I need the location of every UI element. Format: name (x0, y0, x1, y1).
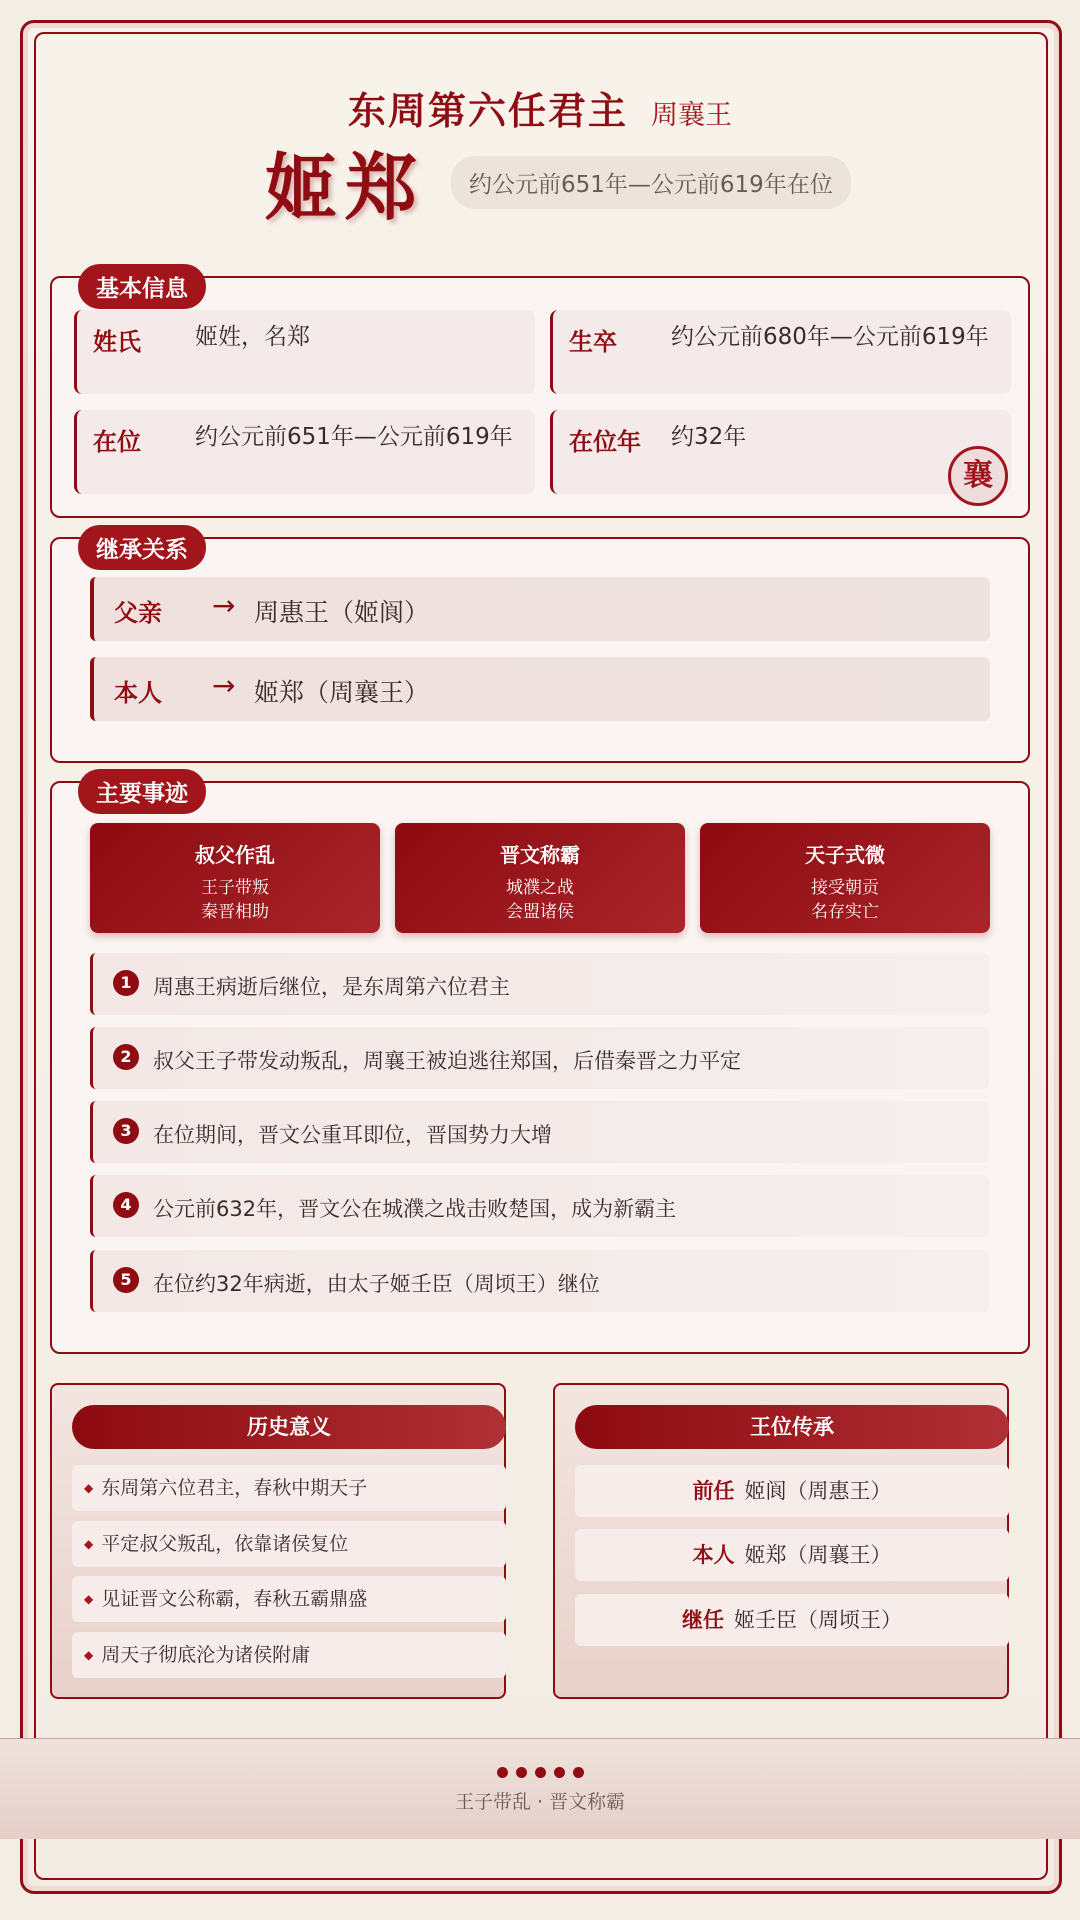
card-line: 名存实亡 (811, 902, 879, 922)
succession-value: 姬郑（周襄王） (254, 678, 430, 707)
event-number: 4 (113, 1192, 139, 1218)
event-number: 3 (113, 1118, 139, 1144)
info-cell (550, 310, 1011, 394)
section-label: 继承关系 (78, 525, 206, 570)
info-key: 姓氏 (93, 328, 141, 356)
event-text: 公元前632年，晋文公在城濮之战击败楚国，成为新霸主 (153, 1197, 677, 1221)
event-number: 5 (113, 1267, 139, 1293)
arrow-right-icon: → (212, 669, 236, 702)
dot-icon (516, 1767, 527, 1778)
succession-key: 本人 (114, 679, 162, 707)
dot-icon (554, 1767, 565, 1778)
throne-item (575, 1529, 1009, 1581)
event-text: 在位约32年病逝，由太子姬壬臣（周顷王）继位 (153, 1272, 600, 1296)
info-value: 约公元前651年—公元前619年 (195, 424, 513, 450)
info-cell (550, 410, 1011, 494)
event-number: 2 (113, 1044, 139, 1070)
event-item (90, 1101, 989, 1163)
seal-badge: 襄 (948, 446, 1008, 506)
dot-icon (573, 1767, 584, 1778)
info-key: 在位 (93, 428, 141, 456)
throne-value: 姬郑（周襄王） (744, 1543, 892, 1567)
throne-item (575, 1594, 1009, 1646)
item-text: 见证晋文公称霸，春秋五霸鼎盛 (101, 1588, 368, 1610)
list-item (72, 1576, 506, 1622)
card-line: 会盟诸侯 (506, 902, 574, 922)
card-title: 叔父作乱 (195, 843, 275, 867)
list-item (72, 1521, 506, 1567)
event-text: 在位期间，晋文公重耳即位，晋国势力大增 (153, 1123, 552, 1147)
name-row (265, 130, 851, 234)
event-text: 叔父王子带发动叛乱，周襄王被迫逃往郑国，后借秦晋之力平定 (153, 1049, 741, 1073)
event-number: 1 (113, 970, 139, 996)
title-suffix: 周襄王 (651, 100, 733, 131)
event-item (90, 1175, 989, 1237)
diamond-icon: ◆ (84, 1592, 94, 1606)
diamond-icon: ◆ (84, 1648, 94, 1662)
info-value: 约32年 (671, 424, 747, 450)
event-item (90, 1250, 989, 1312)
box-title: 王位传承 (575, 1405, 1009, 1449)
event-card (90, 823, 380, 933)
succession-row (90, 577, 990, 641)
list-item (72, 1465, 506, 1511)
header (0, 80, 1080, 135)
succession-value: 周惠王（姬阆） (254, 598, 430, 627)
throne-key: 前任 (692, 1479, 735, 1503)
section-label: 主要事迹 (78, 769, 206, 814)
footer-text: 王子带乱 · 晋文称霸 (454, 1791, 626, 1813)
info-value: 约公元前680年—公元前619年 (671, 324, 989, 350)
throne-value: 姬阆（周惠王） (744, 1479, 892, 1503)
diamond-icon: ◆ (84, 1537, 94, 1551)
throne-item (575, 1465, 1009, 1517)
event-item (90, 953, 989, 1015)
info-cell (74, 310, 535, 394)
ruler-name: 姬郑 (265, 146, 426, 230)
section-label: 基本信息 (78, 264, 206, 309)
box-title: 历史意义 (72, 1405, 506, 1449)
events-section (50, 781, 1030, 1354)
card-title: 晋文称霸 (500, 843, 580, 867)
list-item (72, 1632, 506, 1678)
event-card (395, 823, 685, 933)
dot-icon (535, 1767, 546, 1778)
throne-key: 继任 (682, 1608, 724, 1632)
arrow-right-icon: → (212, 589, 236, 622)
reign-pill: 约公元前651年—公元前619年在位 (451, 156, 851, 209)
significance-box (50, 1383, 506, 1699)
card-line: 王子带叛 (201, 878, 269, 898)
throne-key: 本人 (692, 1543, 735, 1567)
card-line: 秦晋相助 (201, 902, 269, 922)
dynasty-title: 东周第六任君主 (347, 89, 628, 133)
event-text: 周惠王病逝后继位，是东周第六位君主 (153, 975, 510, 999)
info-cell (74, 410, 535, 494)
dots-decoration (0, 1763, 1080, 1782)
item-text: 周天子彻底沦为诸侯附庸 (101, 1644, 311, 1666)
card-line: 城濮之战 (506, 878, 574, 898)
succession-key: 父亲 (114, 599, 162, 627)
card-line: 接受朝贡 (811, 878, 879, 898)
throne-value: 姬壬臣（周顷王） (734, 1608, 902, 1632)
info-key: 生卒 (569, 328, 617, 356)
item-text: 平定叔父叛乱，依靠诸侯复位 (101, 1533, 349, 1555)
diamond-icon: ◆ (84, 1481, 94, 1495)
event-item (90, 1027, 989, 1089)
basic-info-section (50, 276, 1030, 518)
succession-row (90, 657, 990, 721)
info-value: 姬姓，名郑 (195, 324, 310, 350)
info-key: 在位年 (569, 428, 641, 456)
throne-box (553, 1383, 1009, 1699)
event-card (700, 823, 990, 933)
item-text: 东周第六位君主，春秋中期天子 (101, 1477, 368, 1499)
dot-icon (497, 1767, 508, 1778)
card-title: 天子式微 (805, 843, 885, 867)
succession-section (50, 537, 1030, 763)
